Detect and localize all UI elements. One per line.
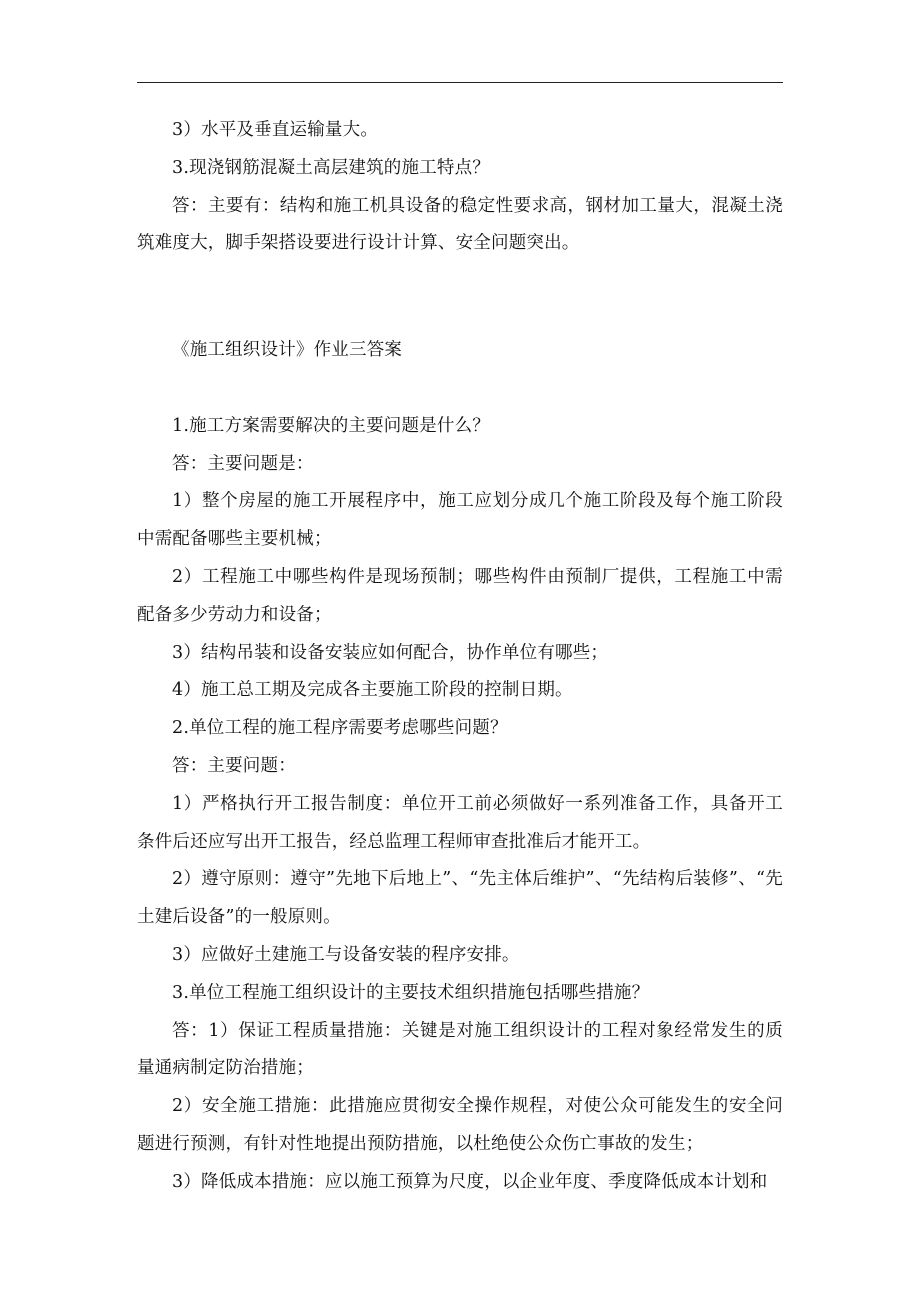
list-item: 2）遵守原则：遵守”先地下后地上”、“先主体后维护”、“先结构后装修”、“先土建后设备”的一般原则。	[137, 869, 783, 928]
list-item: 3）降低成本措施：应以施工预算为尺度，以企业年度、季度降低成本计划和	[172, 1171, 768, 1192]
question: 2.单位工程的施工程序需要考虑哪些问题？	[172, 718, 508, 739]
list-item: 1）整个房屋的施工开展程序中，施工应划分成几个施工阶段及每个施工阶段中需配备哪些主要机械；	[137, 491, 783, 550]
paragraph: 3）水平及垂直运输量大。	[172, 120, 379, 140]
question: 3.单位工程施工组织设计的主要技术组织措施包括哪些措施？	[172, 982, 650, 1003]
question: 1.施工方案需要解决的主要问题是什么？	[172, 415, 490, 436]
question: 3.现浇钢筋混凝土高层建筑的施工特点？	[172, 157, 490, 178]
list-item: 3）应做好土建施工与设备安装的程序安排。	[172, 944, 520, 965]
top-section	[137, 112, 783, 263]
list-item: 4）施工总工期及完成各主要施工阶段的控制日期。	[172, 680, 573, 701]
section-heading: 《施工组织设计》作业三答案	[172, 340, 403, 360]
list-item: 3）结构吊装和设备安装应如何配合，协作单位有哪些；	[172, 642, 609, 663]
answer: 答：主要问题：	[172, 755, 296, 776]
answer: 答：主要有：结构和施工机具设备的稳定性要求高，钢材加工量大，混凝土浇筑难度大，脚手架搭设要进行设计计算、安全问题突出。	[137, 195, 783, 254]
list-item: 2）安全施工措施：此措施应贯彻安全操作规程，对使公众可能发生的安全问题进行预测，有针对性地提出预防措施，以杜绝使公众伤亡事故的发生；	[137, 1096, 783, 1154]
list-item: 2）工程施工中哪些构件是现场预制；哪些构件由预制厂提供，工程施工中需配备多少劳动力和设备；	[137, 566, 783, 625]
answer: 答：1）保证工程质量措施：关键是对施工组织设计的工程对象经常发生的质量通病制定防治措施；	[137, 1020, 783, 1079]
list-item: 1）严格执行开工报告制度：单位开工前必须做好一系列准备工作，具备开工条件后还应写出开工报告，经总监理工程师审查批准后才能开工。	[137, 793, 783, 852]
main-section	[137, 332, 783, 1202]
header-rule	[137, 82, 783, 83]
answer: 答：主要问题是：	[172, 453, 314, 474]
